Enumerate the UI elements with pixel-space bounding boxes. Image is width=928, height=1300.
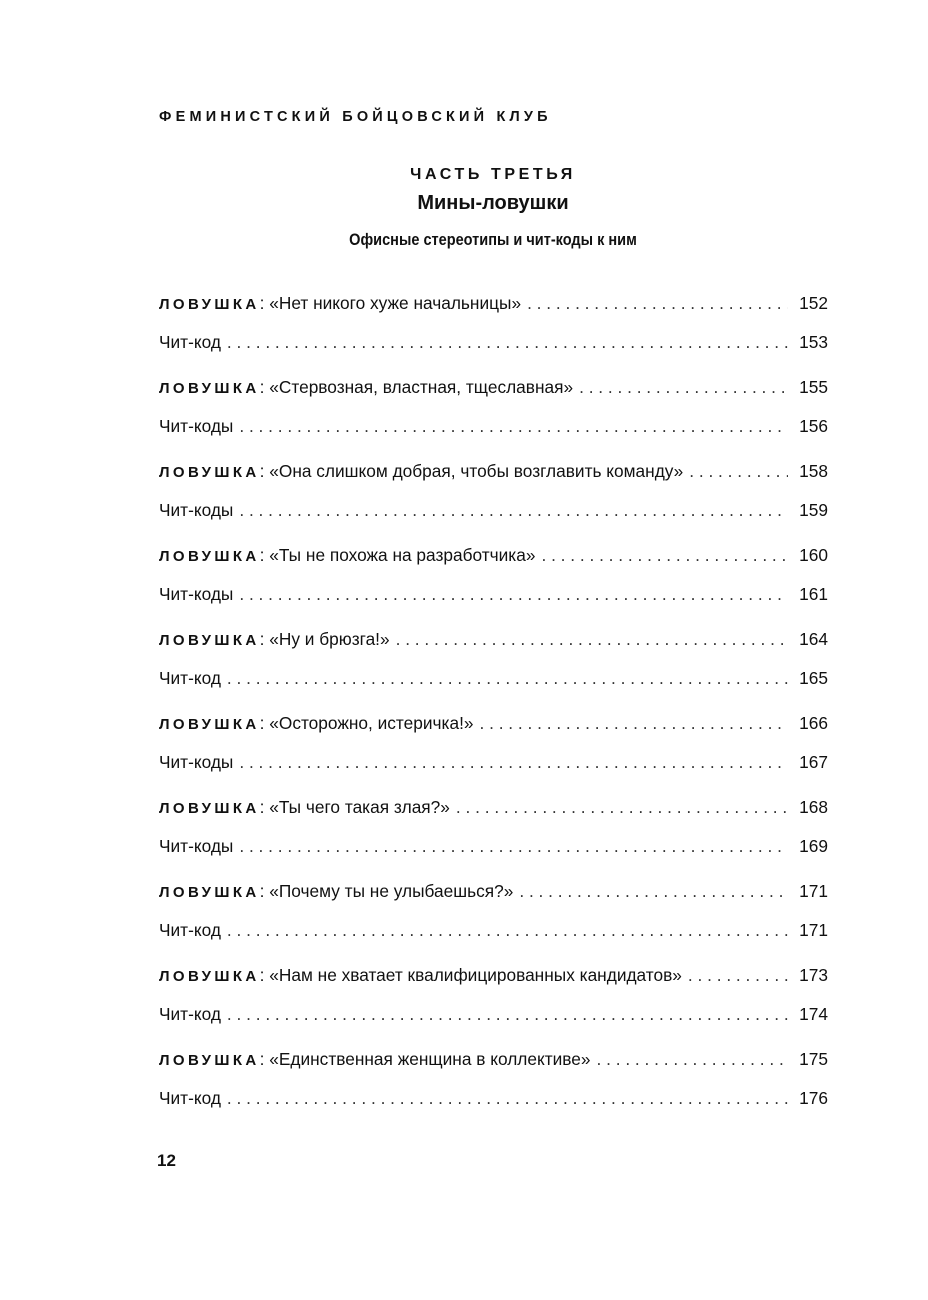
dot-leader <box>227 1001 788 1028</box>
page-number: 173 <box>799 965 828 985</box>
toc-trap-label: ЛОВУШКА: «Стервозная, властная, тщеславная» <box>159 377 574 397</box>
trap-keyword: ЛОВУШКА <box>159 1052 260 1069</box>
dot-leader <box>239 497 788 524</box>
page-number: 171 <box>799 881 828 901</box>
toc-cheat-entry[interactable] <box>159 1001 828 1028</box>
toc-trap-label: ЛОВУШКА: «Нет никого хуже начальницы» <box>159 293 522 313</box>
toc-cheat-entry[interactable] <box>159 833 828 860</box>
toc-trap-entry[interactable] <box>159 542 828 569</box>
toc-trap-entry[interactable] <box>159 962 828 989</box>
toc-cheat-entry[interactable] <box>159 1085 828 1112</box>
dot-leader <box>227 329 788 356</box>
cheat-title: Чит-код <box>159 668 221 688</box>
toc-cheat-entry[interactable] <box>159 581 828 608</box>
dot-leader <box>579 374 788 401</box>
toc-trap-entry[interactable] <box>159 290 828 317</box>
page-number: 161 <box>799 584 828 604</box>
trap-title: «Единственная женщина в коллективе» <box>269 1049 591 1069</box>
page-number: 174 <box>799 1004 828 1024</box>
page-number: 156 <box>799 416 828 436</box>
page-number: 165 <box>799 668 828 688</box>
trap-title: «Ты не похожа на разработчика» <box>269 545 536 565</box>
toc-cheat-entry[interactable] <box>159 917 828 944</box>
dot-leader <box>227 1085 788 1112</box>
page-number: 153 <box>799 332 828 352</box>
toc-trap-entry[interactable] <box>159 458 828 485</box>
trap-title: «Ну и брюзга!» <box>269 629 390 649</box>
cheat-title: Чит-код <box>159 920 221 940</box>
dot-leader <box>541 542 788 569</box>
running-header: ФЕМИНИСТСКИЙ БОЙЦОВСКИЙ КЛУБ <box>159 109 552 125</box>
toc-trap-entry[interactable] <box>159 626 828 653</box>
toc-trap-label: ЛОВУШКА: «Она слишком добрая, чтобы возглавить команду» <box>159 461 684 481</box>
dot-leader <box>227 917 788 944</box>
trap-title: «Она слишком добрая, чтобы возглавить команду» <box>269 461 684 481</box>
trap-keyword: ЛОВУШКА <box>159 548 260 565</box>
part-title: Мины-ловушки <box>417 192 569 214</box>
cheat-title: Чит-код <box>159 1088 221 1108</box>
trap-keyword: ЛОВУШКА <box>159 968 260 985</box>
trap-keyword: ЛОВУШКА <box>159 884 260 901</box>
trap-title: «Почему ты не улыбаешься?» <box>269 881 514 901</box>
page-number: 155 <box>799 377 828 397</box>
dot-leader <box>396 626 788 653</box>
cheat-title: Чит-коды <box>159 836 234 856</box>
trap-title: «Нет никого хуже начальницы» <box>269 293 522 313</box>
cheat-title: Чит-коды <box>159 584 234 604</box>
trap-keyword: ЛОВУШКА <box>159 296 260 313</box>
dot-leader <box>519 878 788 905</box>
trap-keyword: ЛОВУШКА <box>159 800 260 817</box>
toc-trap-entry[interactable] <box>159 794 828 821</box>
cheat-title: Чит-коды <box>159 752 234 772</box>
trap-title: «Нам не хватает квалифицированных кандидатов» <box>269 965 682 985</box>
page-number: 168 <box>799 797 828 817</box>
page-number: 159 <box>799 500 828 520</box>
trap-keyword: ЛОВУШКА <box>159 380 260 397</box>
toc-cheat-entry[interactable] <box>159 749 828 776</box>
toc-trap-label: ЛОВУШКА: «Ну и брюзга!» <box>159 629 390 649</box>
toc-trap-entry[interactable] <box>159 1046 828 1073</box>
page-number: 176 <box>799 1088 828 1108</box>
dot-leader <box>527 290 788 317</box>
cheat-title: Чит-коды <box>159 500 234 520</box>
page-number: 169 <box>799 836 828 856</box>
page-number: 166 <box>799 713 828 733</box>
page-number: 152 <box>799 293 828 313</box>
page-number: 164 <box>799 629 828 649</box>
toc-trap-entry[interactable] <box>159 374 828 401</box>
dot-leader <box>239 581 788 608</box>
toc-trap-label: ЛОВУШКА: «Почему ты не улыбаешься?» <box>159 881 514 901</box>
toc-trap-entry[interactable] <box>159 878 828 905</box>
trap-title: «Стервозная, властная, тщеславная» <box>269 377 574 397</box>
part-label: ЧАСТЬ ТРЕТЬЯ <box>410 166 576 183</box>
trap-title: «Ты чего такая злая?» <box>269 797 450 817</box>
toc-trap-label: ЛОВУШКА: «Осторожно, истеричка!» <box>159 713 474 733</box>
dot-leader <box>227 665 788 692</box>
trap-title: «Осторожно, истеричка!» <box>269 713 474 733</box>
dot-leader <box>239 833 788 860</box>
dot-leader <box>688 962 788 989</box>
toc-trap-label: ЛОВУШКА: «Ты чего такая злая?» <box>159 797 450 817</box>
page-folio: 12 <box>157 1151 176 1170</box>
page-number: 167 <box>799 752 828 772</box>
dot-leader <box>689 458 788 485</box>
page-number: 175 <box>799 1049 828 1069</box>
dot-leader <box>597 1046 788 1073</box>
toc-trap-entry[interactable] <box>159 710 828 737</box>
toc-trap-label: ЛОВУШКА: «Единственная женщина в коллективе» <box>159 1049 591 1069</box>
dot-leader <box>239 749 788 776</box>
toc-cheat-entry[interactable] <box>159 413 828 440</box>
dot-leader <box>456 794 788 821</box>
toc-trap-label: ЛОВУШКА: «Ты не похожа на разработчика» <box>159 545 536 565</box>
cheat-title: Чит-код <box>159 1004 221 1024</box>
toc-cheat-entry[interactable] <box>159 329 828 356</box>
cheat-title: Чит-код <box>159 332 221 352</box>
dot-leader <box>480 710 789 737</box>
trap-keyword: ЛОВУШКА <box>159 464 260 481</box>
toc-trap-label: ЛОВУШКА: «Нам не хватает квалифицированных кандидатов» <box>159 965 682 985</box>
page-number: 160 <box>799 545 828 565</box>
trap-keyword: ЛОВУШКА <box>159 632 260 649</box>
toc-cheat-entry[interactable] <box>159 665 828 692</box>
cheat-title: Чит-коды <box>159 416 234 436</box>
page-number: 171 <box>799 920 828 940</box>
dot-leader <box>239 413 788 440</box>
trap-keyword: ЛОВУШКА <box>159 716 260 733</box>
part-subtitle: Офисные стереотипы и чит-коды к ним <box>349 231 637 249</box>
page-number: 158 <box>799 461 828 481</box>
toc-cheat-entry[interactable] <box>159 497 828 524</box>
table-of-contents <box>159 290 828 1130</box>
